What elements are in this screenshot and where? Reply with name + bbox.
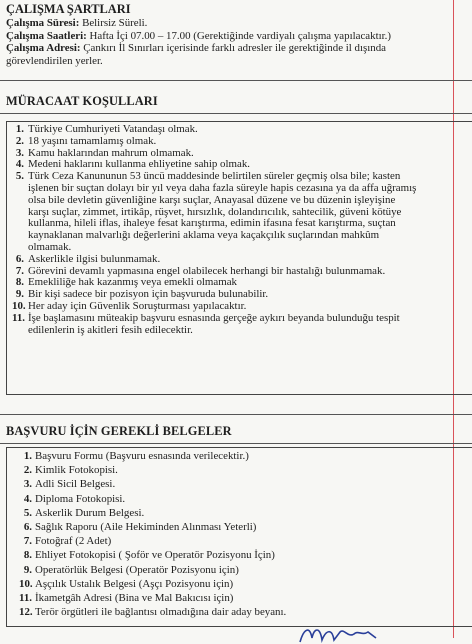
item-number: 3.	[23, 478, 32, 491]
item-text: karşı suçlar, zimmet, irtikâp, rüşvet, hırsızlık, dolandırıcılık, sahtecilik, güveni kötüye	[28, 205, 402, 218]
item-number: 5.	[15, 170, 24, 183]
basvuru-item	[19, 449, 472, 463]
item-number: 6.	[23, 521, 32, 534]
muracaat-item	[12, 171, 462, 254]
item-text: edilenlerin iş akitleri fesih edilecektir.	[28, 323, 193, 336]
item-text: Askerlikle ilgisi bulunmamak.	[28, 252, 161, 265]
calisma-adresi-line	[6, 42, 466, 55]
item-number: 2.	[15, 134, 24, 147]
item-text: Operatörlük Belgesi (Operatör Pozisyonu için)	[35, 563, 239, 576]
calisma-saatleri-value: Hafta İçi 07.00 – 17.00 (Gerektiğinde vardiyalı çalışma yapılacaktır.)	[89, 29, 392, 42]
calisma-saatleri-label: Çalışma Saatleri:	[6, 29, 87, 42]
calisma-title: ÇALIŞMA ŞARTLARI	[6, 2, 131, 16]
basvuru-item	[19, 534, 472, 548]
item-text: İkametgâh Adresi (Bina ve Mal Bakıcısı için)	[35, 592, 234, 605]
item-text: Terör örgütleri ile bağlantısı olmadığına dair aday beyanı.	[35, 606, 287, 619]
basvuru-item	[19, 591, 472, 605]
item-number: 4.	[15, 158, 24, 171]
muracaat-item-cont	[12, 230, 462, 242]
item-text: Diploma Fotokopisi.	[35, 492, 126, 505]
section-divider-4	[0, 443, 472, 444]
basvuru-item	[19, 463, 472, 477]
item-text: Ehliyet Fotokopisi ( Şoför ve Operatör Pozisyonu İçin)	[35, 549, 275, 562]
item-text: kullanma, hileli iflas, ihaleye fesat karıştırma, edimin ifasına fesat karıştırma, suçtan	[28, 217, 396, 230]
basvuru-item	[19, 492, 472, 506]
item-text: Türkiye Cumhuriyeti Vatandaşı olmak.	[28, 123, 198, 135]
item-text: Başvuru Formu (Başvuru esnasında verilecektir.)	[35, 450, 249, 462]
muracaat-list	[7, 122, 462, 336]
item-number: 7.	[23, 535, 32, 548]
item-number: 11.	[19, 592, 33, 605]
item-number: 11.	[12, 311, 26, 324]
item-number: 8.	[15, 276, 24, 289]
item-number: 2.	[23, 464, 32, 477]
item-text: Medeni haklarını kullanma ehliyetine sahip olmak.	[28, 158, 250, 171]
item-text: Fotoğraf (2 Adet)	[35, 535, 112, 548]
calisma-suresi-line	[6, 17, 466, 30]
item-number: 7.	[15, 264, 24, 277]
item-text: Kamu haklarından mahrum olmamak.	[28, 146, 194, 159]
item-number: 6.	[15, 252, 24, 265]
item-text: Her aday için Güvenlik Soruşturması yapılacaktır.	[28, 299, 247, 312]
basvuru-item	[19, 506, 472, 520]
section-divider-1	[0, 80, 472, 81]
muracaat-item	[12, 313, 462, 337]
muracaat-box	[6, 121, 472, 395]
calisma-suresi-value: Belirsiz Süreli.	[82, 17, 148, 29]
item-text: olmamak.	[28, 240, 72, 253]
basvuru-item	[19, 477, 472, 491]
item-number: 8.	[23, 549, 32, 562]
item-number: 12.	[19, 606, 33, 619]
basvuru-item	[19, 605, 472, 619]
item-number: 1.	[15, 123, 24, 135]
basvuru-title: BAŞVURU İÇİN GEREKLİ BELGELER	[6, 424, 232, 438]
item-text: Emekliliğe hak kazanmış veya emekli olmamak	[28, 276, 237, 289]
item-text: Askerlik Durum Belgesi.	[35, 506, 145, 519]
muracaat-item-cont	[12, 325, 462, 337]
calisma-suresi-label: Çalışma Süresi:	[6, 17, 80, 29]
item-number: 10.	[19, 577, 33, 590]
item-text: Sağlık Raporu (Aile Hekiminden Alınması Yeterli)	[35, 521, 257, 534]
basvuru-box	[6, 447, 472, 627]
item-text: olsa bile devletin güvenliğine karşı suçlar, Anayasal düzene ve bu düzenin işleyişine	[28, 193, 396, 206]
item-text: işlenen bir suçtan dolayı bir yıl veya daha fazla süreyle hapis cezasına ya da affa uğramış	[28, 181, 417, 194]
item-number: 5.	[23, 506, 32, 519]
item-text: Görevini devamlı yapmasına engel olabilecek herhangi bir hastalığı bulunmamak.	[28, 264, 386, 277]
muracaat-title: MÜRACAAT KOŞULLARI	[6, 94, 158, 108]
basvuru-list	[7, 448, 472, 619]
item-text: İşe başlamasını müteakip başvuru esnasında gerçeğe aykırı beyanda bulunduğu tespit	[28, 311, 400, 324]
calisma-adresi-value: Çankırı İl Sınırları içerisinde farklı adresler ile gerektiğinde il dışında	[83, 42, 386, 54]
item-number: 9.	[15, 288, 24, 301]
item-number: 9.	[23, 563, 32, 576]
basvuru-item	[19, 577, 472, 591]
item-text: Aşçılık Ustalık Belgesi (Aşçı Pozisyonu için)	[35, 577, 234, 590]
basvuru-item	[19, 520, 472, 534]
basvuru-item	[19, 563, 472, 577]
calisma-section	[6, 2, 466, 67]
item-number: 4.	[23, 492, 32, 505]
item-text: Bir kişi sadece bir pozisyon için başvuruda bulunabilir.	[28, 288, 269, 301]
item-text: Kimlik Fotokopisi.	[35, 464, 118, 477]
item-text: Adli Sicil Belgesi.	[35, 478, 116, 491]
item-text: kaynaklanan malvarlığı değerlerini aklama veya kaçakçılık suçlarından mahkûm	[28, 229, 380, 242]
item-number: 1.	[23, 450, 32, 462]
item-text: Türk Ceza Kanununun 53 üncü maddesinde belirtilen süreler geçmiş olsa bile; kasten	[28, 170, 401, 183]
calisma-adresi-label: Çalışma Adresi:	[6, 42, 81, 54]
signature-scribble	[296, 624, 446, 644]
item-number: 10.	[12, 299, 26, 312]
calisma-adresi-cont: görevlendirilen yerler.	[6, 54, 103, 67]
item-text: 18 yaşını tamamlamış olmak.	[28, 134, 157, 147]
calisma-saatleri-line	[6, 30, 466, 43]
section-divider-3	[0, 414, 472, 415]
basvuru-item	[19, 548, 472, 562]
item-number: 3.	[15, 146, 24, 159]
section-divider-2	[0, 113, 472, 114]
